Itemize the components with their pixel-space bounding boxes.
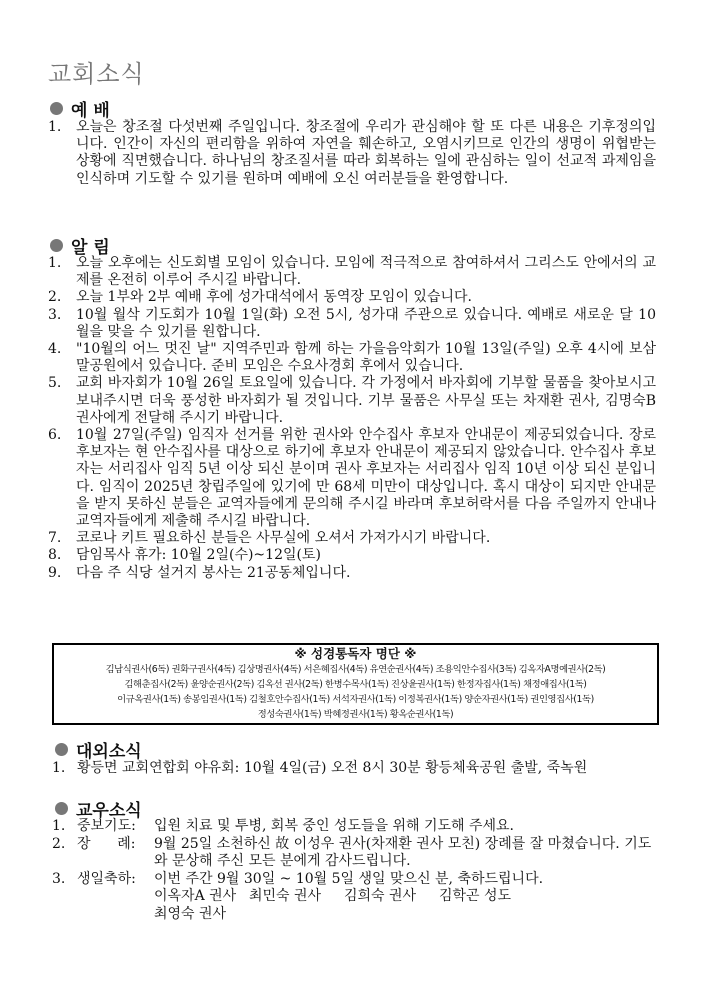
- list-item: [48, 307, 656, 341]
- members-heading-label: 교우소식: [76, 801, 142, 821]
- item-number: 3.: [48, 306, 62, 323]
- item-number: 1.: [48, 119, 62, 135]
- item-number: 1.: [48, 255, 62, 271]
- list-item: [52, 871, 652, 924]
- list-item: [48, 341, 656, 375]
- list-item: [48, 530, 656, 547]
- list-item: [52, 760, 652, 778]
- reader-line: 정성숙권사(1독) 박혜정권사(1독) 황옥순권사(1독): [257, 709, 454, 720]
- item-text: 오늘 1부와 2부 예배 후에 성가대석에서 동역장 모임이 있습니다.: [76, 289, 472, 306]
- list-item: [48, 375, 656, 427]
- worship-heading-label: 예 배: [71, 101, 110, 121]
- bullet-icon: [55, 743, 68, 756]
- worship-list: [48, 119, 656, 188]
- item-number: 7.: [48, 530, 62, 547]
- item-number: 1.: [52, 818, 66, 834]
- external-heading-label: 대외소식: [76, 742, 142, 762]
- box-title: ※ 성경통독자 명단 ※: [294, 646, 417, 661]
- item-text: "10월의 어느 멋진 날" 지역주민과 함께 하는 가을음악회가 10월 13일(주일) 오후 4시에 보삼말공원에서 있습니다. 준비 모임은 수요사경회 후에서 있습니다.: [76, 341, 656, 375]
- item-body: [154, 871, 652, 924]
- item-label: 장 례:: [77, 835, 136, 852]
- item-text: 오늘 오후에는 신도회별 모임이 있습니다. 모임에 적극적으로 참여하셔서 그리스도 안에서의 교제를 온전히 이루어 주시길 바랍니다.: [76, 255, 656, 289]
- list-item: [48, 547, 656, 564]
- list-item: [48, 119, 656, 188]
- item-number: 6.: [48, 427, 62, 444]
- list-item: [52, 818, 652, 836]
- item-number: 8.: [48, 547, 62, 564]
- list-item: [52, 836, 652, 871]
- item-number: 4.: [48, 341, 62, 358]
- item-text: 코로나 키트 필요하신 분들은 사무실에 오셔서 가져가시기 바랍니다.: [76, 530, 491, 547]
- external-list: [52, 760, 652, 778]
- birthday-name: 김희숙 권사: [344, 888, 417, 904]
- list-item: [48, 427, 656, 530]
- worship-heading: [50, 96, 110, 121]
- item-text: 이번 주간 9월 30일 ~ 10월 5일 생일 맞으신 분, 축하드립니다.: [154, 870, 544, 887]
- item-text: 오늘은 창조절 다섯번째 주일입니다. 창조절에 우리가 관심해야 할 또 다른 내용은 기후정의입니다. 인간이 자신의 편리함을 위하여 자연을 훼손하고, 오염시키므로 인간의 생명이 위협받는 상황에 직면했습니다. 하나님의 창조질서를 따라 회복하는 일에 관심하는 일이 선교적 과제임을 인식하며 기도할 수 있기를 원하며 예배에 오신 여러분들을 환영합니다.: [76, 119, 656, 187]
- birthday-name: 최민숙 권사: [249, 888, 322, 904]
- item-text: 10월 27일(주일) 임직자 선거를 위한 권사와 안수집사 후보자 안내문이 제공되었습니다. 장로 후보자는 현 안수집사를 대상으로 하기에 후보자 안내문이 제공되지 않았습니다. 안수집사 후보자는 서리집사 임직 5년 이상 되신 분이며 권사 후보자는 서리집사 임직 10년 이상 되신 분입니다. 임직이 2025년 창립주일에 있기에 만 68세 미만이 대상입니다. 혹시 대상이 되지만 안내문을 받지 못하신 분들은 교역자들에게 문의해 주시길 바라며 후보허락서를 다음 주일까지 안내나 교역자들에게 제출해 주시길 바랍니다.: [76, 427, 656, 530]
- list-item: [48, 565, 656, 582]
- page-title: 교회소식: [48, 60, 145, 88]
- notices-heading-label: 알 림: [71, 238, 110, 258]
- reader-line: 김해춘집사(2독) 윤양순권사(2독) 김옥선 권사(2독) 한병수목사(1독) 진상윤권사(1독) 한정자집사(1독) 채정애집사(1독): [124, 679, 587, 690]
- item-text: 황등면 교회연합회 야유회: 10월 4일(금) 오전 8시 30분 황등체육공원 출발, 죽녹원: [77, 760, 588, 776]
- reader-line: 이규옥권사(1독) 송봉임권사(1독) 김철호안수집사(1독) 서석자권사(1독) 이정복권사(1독) 양순자권사(1독) 권인영집사(1독): [117, 694, 594, 705]
- item-number: 5.: [48, 375, 62, 392]
- item-label: 중보기도:: [77, 818, 136, 834]
- birthday-name: 이옥자A 권사: [154, 888, 237, 904]
- item-text: 교회 바자회가 10월 26일 토요일에 있습니다. 각 가정에서 바자회에 기부할 물품을 찾아보시고 보내주시면 더욱 풍성한 바자회가 될 것입니다. 기부 물품은 사무실 또는 차재환 권사, 김명숙B 권사에게 전달해 주시기 바랍니다.: [76, 375, 656, 426]
- item-text: 담임목사 휴가: 10월 2일(수)~12일(토): [76, 547, 321, 564]
- birthday-name: 최영숙 권사: [154, 905, 227, 922]
- item-text: 입원 치료 및 투병, 회복 중인 성도들을 위해 기도해 주세요.: [154, 818, 515, 834]
- item-text: 다음 주 식당 설거지 봉사는 21공동체입니다.: [76, 564, 351, 581]
- item-text: 10월 월삭 기도회가 10월 1일(화) 오전 5시, 성가대 주관으로 있습니다. 예배로 새로운 달 10월을 맞을 수 있기를 원합니다.: [76, 306, 656, 340]
- notices-list: [48, 255, 656, 582]
- item-number: 3.: [52, 870, 66, 887]
- external-heading: [55, 737, 142, 762]
- members-list: [52, 818, 652, 923]
- bullet-icon: [55, 802, 68, 815]
- bullet-icon: [50, 102, 63, 115]
- item-label: 생일축하:: [77, 870, 136, 887]
- bullet-icon: [50, 239, 63, 252]
- bible-reading-box: [52, 643, 659, 725]
- list-item: [48, 255, 656, 289]
- item-number: 1.: [52, 760, 66, 776]
- item-text: 9월 25일 소천하신 故 이성우 권사(차재환 권사 모친) 장례를 잘 마쳤습니다. 기도와 문상해 주신 모든 분에게 감사드립니다.: [154, 835, 652, 869]
- birthday-names: [154, 888, 652, 923]
- item-number: 2.: [48, 289, 62, 306]
- list-item: [48, 289, 656, 306]
- reader-line: 김남식권사(6독) 권화구권사(4독) 김상명권사(4독) 서은혜집사(4독) 유연순권사(4독) 조용익안수집사(3독) 김옥자A명예권사(2독): [105, 664, 606, 675]
- birthday-name: 김학곤 성도: [439, 888, 512, 904]
- item-number: 9.: [48, 564, 62, 581]
- item-number: 2.: [52, 835, 66, 852]
